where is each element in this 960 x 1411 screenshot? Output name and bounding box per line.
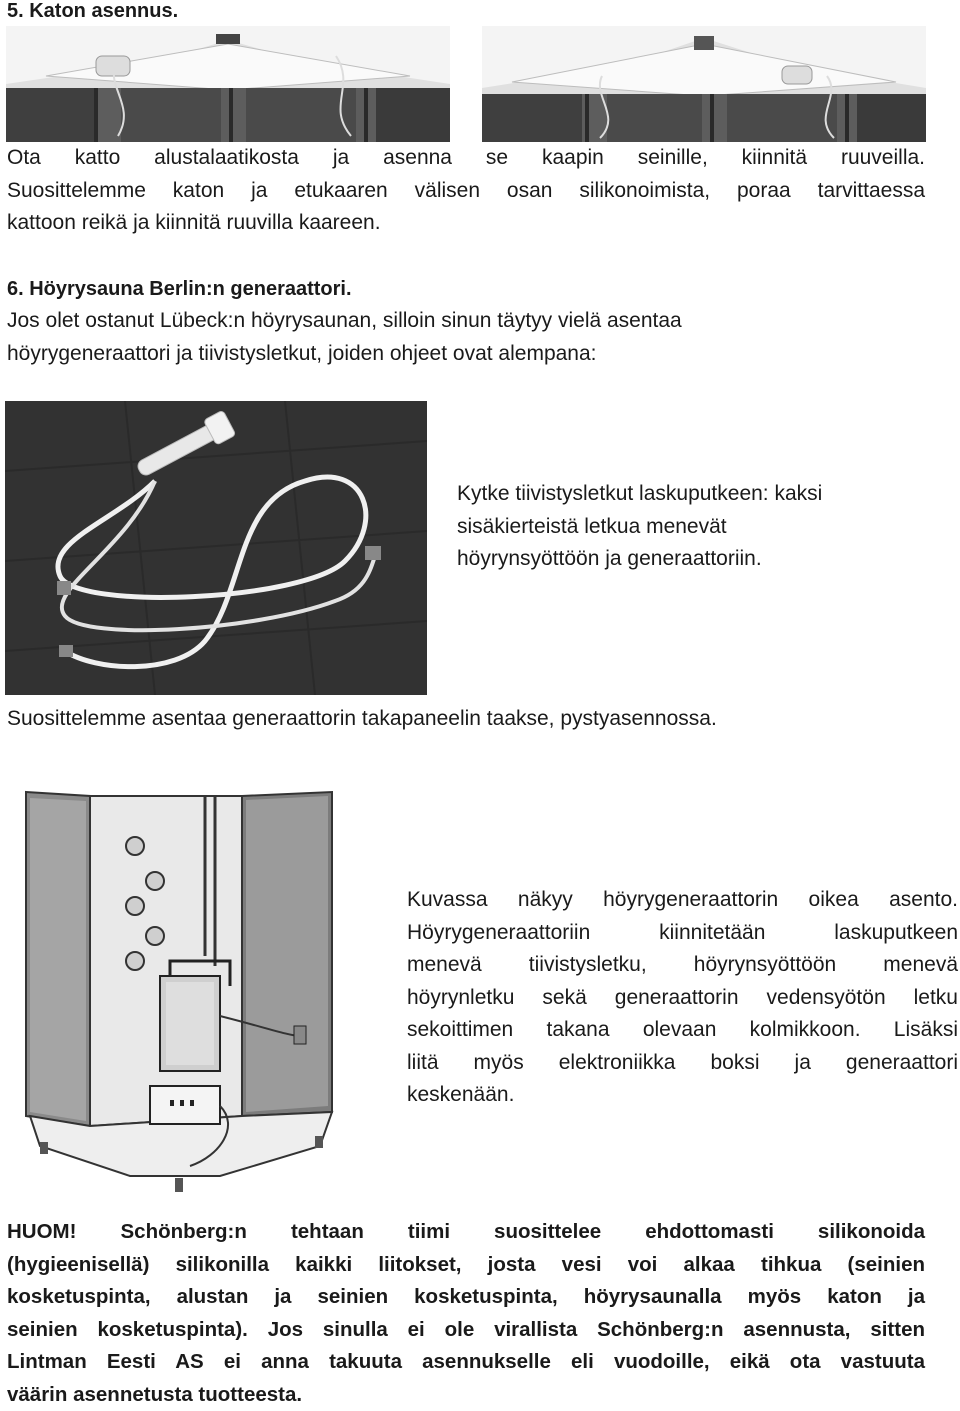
paragraph-line: kattoon reikä ja kiinnitä ruuvilla kaareen. [7,207,925,240]
caption-line: sisäkierteistä letkua menevät [457,511,927,544]
section5-heading: 5. Katon asennus. [7,0,178,24]
generator-caption [407,884,958,1112]
notice-line: seinien kosketuspinta). Jos sinulla ei ole virallista Schönberg:n asennusta, sitten [7,1314,925,1347]
paragraph-line: Ota katto alustalaatikosta ja asenna se kaapin seinille, kiinnitä ruuveilla. [7,142,925,175]
section6-heading: 6. Höyrysauna Berlin:n generaattori. [7,276,352,302]
hose-caption [457,478,927,576]
hose-photo [5,401,427,695]
section6-intro [7,305,925,370]
caption-line: sekoittimen takana olevaan kolmikkoon. Lisäksi [407,1014,958,1047]
notice-line: HUOM! Schönberg:n tehtaan tiimi suosittelee ehdottomasti silikonoida [7,1216,925,1249]
caption-line: keskenään. [407,1079,958,1112]
roof-photo-left [6,26,450,142]
notice-line: Lintman Eesti AS ei anna takuuta asennukselle eli vuodoille, eikä ota vastuuta [7,1346,925,1379]
roof-photo-right [482,26,926,142]
paragraph-line: Jos olet ostanut Lübeck:n höyrysaunan, silloin sinun täytyy vielä asentaa [7,305,925,338]
paragraph-line: höyrygeneraattori ja tiivistysletkut, joiden ohjeet ovat alempana: [7,338,925,371]
generator-diagram [20,786,366,1198]
notice-paragraph [7,1216,925,1411]
caption-line: liitä myös elektroniikka boksi ja generaattori [407,1047,958,1080]
paragraph-line: Suosittelemme katon ja etukaaren välisen osan silikonoimista, poraa tarvittaessa [7,175,925,208]
notice-line: väärin asennetusta tuotteesta. [7,1379,925,1411]
caption-line: höyrynletku sekä generaattorin vedensyötön letku [407,982,958,1015]
notice-line: kosketuspinta, alustan ja seinien kosketuspinta, höyrysaunalla myös katon ja [7,1281,925,1314]
notice-line: (hygieenisellä) silikonilla kaikki liitokset, josta vesi voi alkaa tihkua (seinien [7,1249,925,1282]
caption-line: Höyrygeneraattoriin kiinnitetään laskuputkeen [407,917,958,950]
caption-line: Kuvassa näkyy höyrygeneraattorin oikea asento. [407,884,958,917]
recommend-text: Suosittelemme asentaa generaattorin takapaneelin taakse, pystyasennossa. [7,703,717,736]
caption-line: Kytke tiivistysletkut laskuputkeen: kaksi [457,478,927,511]
section5-paragraph [7,142,925,240]
caption-line: höyrynsyöttöön ja generaattoriin. [457,543,927,576]
caption-line: menevä tiivistysletku, höyrynsyöttöön menevä [407,949,958,982]
